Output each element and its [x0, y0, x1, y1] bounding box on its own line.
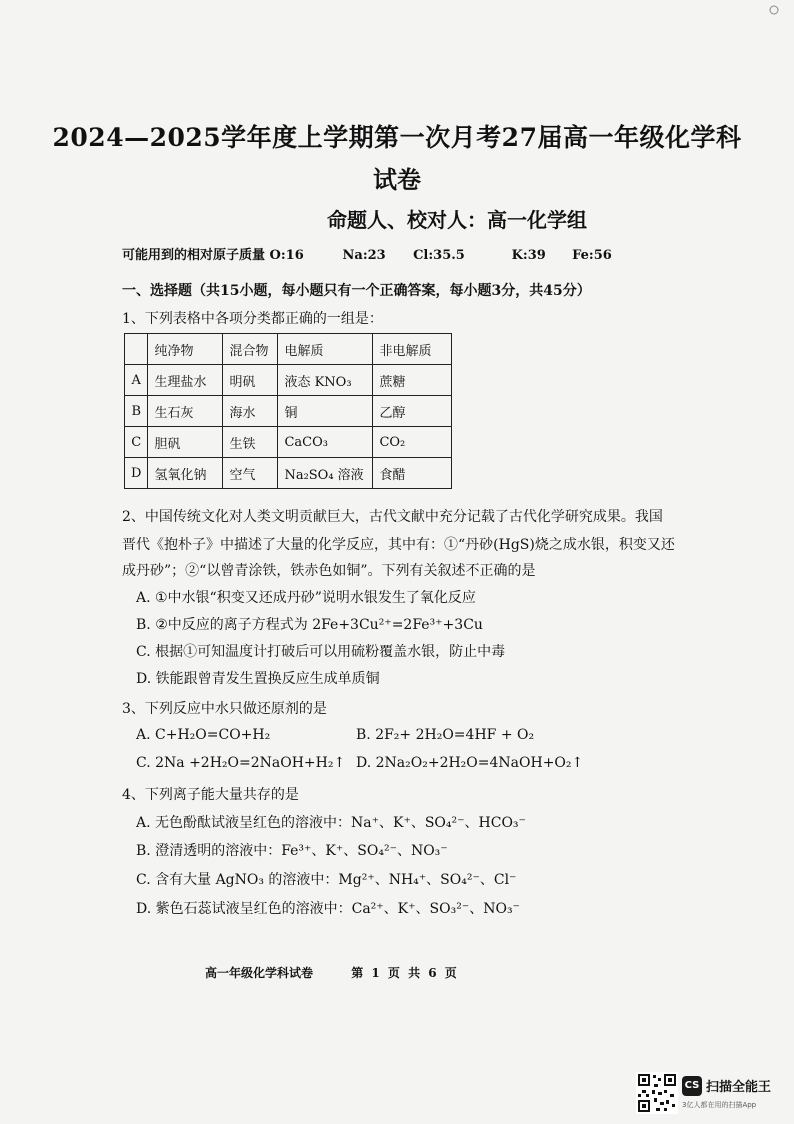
question-2-stem-line2: 晋代《抱朴子》中描述了大量的化学反应，其中有：①“丹砂(HgS)烧之成水银，积变又还 [122, 537, 675, 553]
question-2-option-d: D. 铁能跟曾青发生置换反应生成单质铜 [136, 671, 380, 687]
question-4-option-c: C. 含有大量 AgNO₃ 的溶液中：Mg²⁺、NH₄⁺、SO₄²⁻、Cl⁻ [136, 872, 517, 888]
question-2-option-b: B. ②中反应的离子方程式为 2Fe+3Cu²⁺=2Fe³⁺+3Cu [136, 617, 483, 633]
table-header-cell: 纯净物 [148, 334, 223, 365]
corner-mark-icon [768, 4, 780, 16]
table-cell: 生铁 [223, 427, 278, 458]
table-cell: C [125, 427, 148, 458]
table-row [125, 427, 452, 458]
question-4-option-d: D. 紫色石蕊试液呈红色的溶液中：Ca²⁺、K⁺、SO₃²⁻、NO₃⁻ [136, 901, 520, 917]
table-cell: 液态 KNO₃ [278, 365, 373, 396]
question-4-stem: 4、下列离子能大量共存的是 [122, 787, 299, 803]
question-2-stem-line1: 2、中国传统文化对人类文明贡献巨大，古代文献中充分记载了古代化学研究成果。我国 [122, 509, 663, 525]
atomic-mass-k: K:39 [511, 248, 546, 263]
table-cell: 食醋 [373, 458, 452, 489]
atomic-mass-label: 可能用到的相对原子质量 O:16 [122, 248, 304, 263]
table-cell: 生石灰 [148, 396, 223, 427]
exam-title: 2024—2025学年度上学期第一次月考27届高一年级化学科 [52, 123, 742, 152]
table-cell: 海水 [223, 396, 278, 427]
atomic-mass-na: Na:23 [342, 248, 386, 263]
table-header-cell: 混合物 [223, 334, 278, 365]
camscanner-logo-icon: CS [682, 1076, 702, 1096]
camscanner-tagline: 3亿人都在用的扫描App [682, 1101, 757, 1109]
exam-title-suffix: 试卷 [373, 165, 421, 194]
table-cell: B [125, 396, 148, 427]
table-cell: A [125, 365, 148, 396]
table-cell: 生理盐水 [148, 365, 223, 396]
atomic-masses [122, 244, 612, 263]
page-footer [205, 964, 487, 981]
camscanner-name: 扫描全能王 [706, 1080, 772, 1095]
classification-table [124, 333, 452, 489]
atomic-mass-fe: Fe:56 [572, 248, 612, 263]
exam-authors: 命题人、校对人：高一化学组 [327, 208, 587, 232]
qr-code-icon [636, 1072, 678, 1114]
table-row [125, 365, 452, 396]
table-cell: 明矾 [223, 365, 278, 396]
table-header-row [125, 334, 452, 365]
table-cell: 蔗糖 [373, 365, 452, 396]
section-heading: 一、选择题（共15小题，每小题只有一个正确答案，每小题3分，共45分） [122, 283, 591, 299]
question-2-option-a: A. ①中水银“积变又还成丹砂”说明水银发生了氧化反应 [136, 590, 476, 606]
table-cell: CO₂ [373, 427, 452, 458]
table-cell: D [125, 458, 148, 489]
footer-subject: 高一年级化学科试卷 [205, 966, 314, 980]
question-3-stem: 3、下列反应中水只做还原剂的是 [122, 701, 327, 717]
question-2-stem-line3: 成丹砂”；②“以曾青涂铁，铁赤色如铜”。下列有关叙述不正确的是 [122, 563, 536, 579]
atomic-mass-cl: Cl:35.5 [413, 248, 465, 263]
table-cell: 空气 [223, 458, 278, 489]
table-row [125, 458, 452, 489]
question-3-option-a: A. C+H₂O=CO+H₂ [136, 727, 271, 743]
table-cell: 铜 [278, 396, 373, 427]
question-4-option-a: A. 无色酚酞试液呈红色的溶液中：Na⁺、K⁺、SO₄²⁻、HCO₃⁻ [136, 815, 526, 831]
table-cell: CaCO₃ [278, 427, 373, 458]
table-header-cell: 非电解质 [373, 334, 452, 365]
table-cell: 胆矾 [148, 427, 223, 458]
question-1-stem: 1、下列表格中各项分类都正确的一组是： [122, 311, 383, 327]
question-2-option-c: C. 根据①可知温度计打破后可以用硫粉覆盖水银，防止中毒 [136, 644, 506, 660]
question-3-option-c: C. 2Na +2H₂O=2NaOH+H₂↑ [136, 755, 346, 771]
table-cell: Na₂SO₄ 溶液 [278, 458, 373, 489]
table-row [125, 396, 452, 427]
table-cell: 氢氧化钠 [148, 458, 223, 489]
table-header-cell: 电解质 [278, 334, 373, 365]
question-4-option-b: B. 澄清透明的溶液中：Fe³⁺、K⁺、SO₄²⁻、NO₃⁻ [136, 843, 448, 859]
footer-page-number: 第 1 页 共 6 页 [351, 966, 457, 980]
question-3-option-d: D. 2Na₂O₂+2H₂O=4NaOH+O₂↑ [356, 755, 584, 771]
table-header-cell [125, 334, 148, 365]
table-cell: 乙醇 [373, 396, 452, 427]
question-3-option-b: B. 2F₂+ 2H₂O=4HF + O₂ [356, 727, 535, 743]
